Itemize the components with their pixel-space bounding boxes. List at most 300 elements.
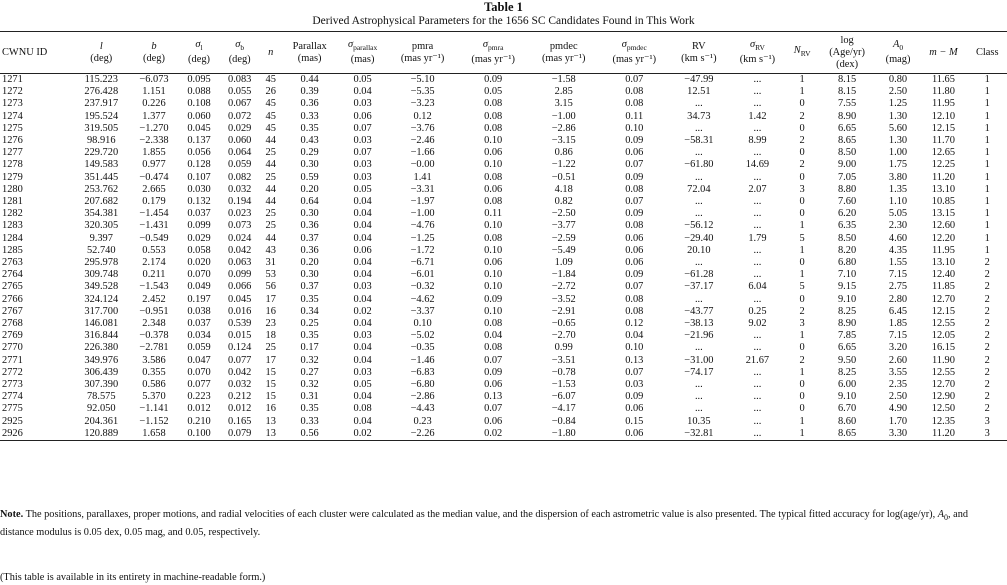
table-cell: 0.08: [484, 171, 503, 183]
table-cell: −1.84: [551, 269, 576, 281]
table-cell: 0.08: [625, 98, 644, 110]
table-cell: 0.095: [187, 74, 211, 85]
table-cell: 17: [265, 354, 276, 366]
table-cell: −0.378: [139, 330, 169, 342]
table-cell: 0.11: [625, 110, 644, 122]
column-header-unit: (mag): [885, 54, 911, 66]
table-row: [0, 172, 1007, 184]
table-cell: 0.032: [228, 379, 252, 391]
table-cell: −4.76: [410, 220, 435, 232]
table-cell: 3: [984, 415, 990, 427]
table-cell: 2: [984, 403, 990, 415]
table-cell: 2.665: [142, 183, 166, 195]
table-cell: 0.10: [413, 318, 432, 330]
table-cell: 12.70: [931, 293, 956, 305]
column-header: [787, 32, 818, 74]
table-cell: 25: [265, 147, 276, 159]
table-cell: −61.80: [684, 159, 714, 171]
table-cell: 0.066: [228, 281, 252, 293]
table-cell: 0.39: [300, 86, 319, 98]
table-cell: −1.431: [139, 220, 169, 232]
table-cell: 0: [799, 208, 805, 220]
table-cell: −0.84: [551, 415, 576, 427]
table-cell: 2.50: [888, 391, 908, 403]
column-header-subscript: RV: [755, 43, 765, 53]
table-cell: 8.25: [837, 366, 857, 378]
table-cell: 0.04: [353, 86, 372, 98]
table-cell: 3.80: [888, 171, 908, 183]
table-cell: 1.658: [129, 428, 178, 441]
table-cell: 0.226: [142, 98, 166, 110]
table-cell: 31: [265, 257, 276, 269]
table-cell: 0.05: [484, 86, 503, 98]
table-title: Table 1: [484, 0, 523, 14]
table-cell: ...: [694, 122, 703, 134]
table-cell: 0.10: [484, 244, 503, 256]
table-cell: 0.10: [625, 342, 644, 354]
table-cell: 0.10: [625, 122, 644, 134]
table-cell: 1276: [2, 135, 23, 147]
table-cell: 276.428: [84, 86, 119, 98]
table-cell: ...: [694, 196, 703, 208]
table-cell: 8.50: [837, 147, 857, 159]
table-cell: 2: [984, 269, 990, 281]
table-cell: −0.00: [410, 159, 435, 171]
column-header-label: l: [99, 40, 103, 52]
table-cell: 45: [265, 74, 276, 85]
table-cell: 0.04: [625, 330, 644, 342]
table-cell: 0.083: [228, 74, 252, 85]
table-cell: 8.99: [748, 135, 767, 147]
table-cell: 0.045: [228, 293, 252, 305]
table-cell: 0.08: [484, 318, 503, 330]
table-cell: 8.15: [837, 74, 857, 85]
table-cell: 0.86: [554, 147, 573, 159]
table-cell: ...: [753, 244, 762, 256]
table-cell: −56.12: [684, 220, 714, 232]
table-cell: 16: [265, 403, 276, 415]
table-cell: −3.76: [410, 122, 435, 134]
table-cell: 0.016: [228, 305, 252, 317]
table-cell: 4.35: [888, 244, 908, 256]
table-cell: 6.80: [837, 257, 857, 269]
table-row: [0, 355, 1007, 367]
table-cell: 2.07: [748, 183, 767, 195]
table-cell: 2764: [2, 269, 23, 281]
table-cell: 20.10: [687, 244, 711, 256]
column-header-label: m − M: [929, 46, 958, 58]
table-cell: 0.08: [625, 86, 644, 98]
table-cell: 9.15: [837, 281, 857, 293]
table-cell: 0.194: [228, 196, 252, 208]
table-cell: 1271: [2, 74, 23, 85]
table-cell: 0.23: [413, 415, 432, 427]
table-cell: 1: [984, 135, 990, 147]
note-a0-sub: 0: [944, 513, 949, 523]
table-cell: 15: [265, 366, 276, 378]
table-cell: ...: [753, 147, 762, 159]
column-header-label: Parallax: [292, 40, 327, 52]
table-cell: 0.10: [484, 159, 503, 171]
table-cell: 25: [265, 220, 276, 232]
table-cell: 0.07: [625, 366, 644, 378]
table-cell: 1277: [2, 147, 23, 159]
table-cell: 12.65: [931, 147, 956, 159]
table-cell: 0.20: [300, 257, 319, 269]
table-cell: 0.024: [228, 232, 252, 244]
table-cell: −2.338: [139, 135, 169, 147]
table-cell: 195.524: [84, 110, 119, 122]
table-cell: 0.43: [300, 135, 319, 147]
table-cell: 0.03: [353, 98, 372, 110]
table-cell: 15: [265, 379, 276, 391]
table-cell: −74.17: [684, 366, 714, 378]
table-cell: 0.07: [625, 281, 644, 293]
table-cell: ...: [753, 391, 762, 403]
table-cell: 12.55: [931, 318, 956, 330]
table-cell: −3.37: [410, 305, 435, 317]
table-cell: 12.25: [931, 159, 956, 171]
table-cell: 9.10: [837, 391, 857, 403]
table-cell: 3: [967, 428, 1007, 441]
table-cell: 2.50: [888, 86, 908, 98]
table-cell: 0.08: [353, 403, 372, 415]
column-header-subscript: parallax: [353, 43, 378, 53]
table-cell: 7.85: [837, 330, 857, 342]
table-cell: −0.51: [551, 171, 576, 183]
table-cell: 13.10: [931, 183, 956, 195]
table-cell: 1273: [2, 98, 23, 110]
table-cell: 23: [265, 318, 276, 330]
table-cell: 2: [799, 305, 805, 317]
table-row: [0, 416, 1007, 428]
table-cell: 7.05: [837, 171, 857, 183]
table-cell: 2.85: [554, 86, 573, 98]
table-cell: ...: [753, 403, 762, 415]
table-cell: −6.71: [410, 257, 435, 269]
table-cell: 0.012: [228, 403, 252, 415]
table-cell: 1281: [2, 196, 23, 208]
table-cell: −5.02: [410, 330, 435, 342]
table-cell: 13: [260, 428, 281, 441]
table-cell: 0.099: [187, 220, 211, 232]
column-header-label: N: [793, 44, 801, 56]
table-cell: 0.06: [625, 244, 644, 256]
table-cell: 1.00: [888, 147, 908, 159]
table-cell: 6.04: [748, 281, 767, 293]
table-cell: 2: [984, 366, 990, 378]
table-cell: −2.59: [551, 232, 576, 244]
table-cell: 13.10: [931, 257, 956, 269]
column-header-unit: (deg): [143, 52, 165, 64]
table-cell: 0.02: [458, 428, 529, 441]
table-cell: 8.20: [837, 244, 857, 256]
table-cell: 2767: [2, 305, 23, 317]
table-row: [0, 233, 1007, 245]
table-row: [0, 281, 1007, 293]
table-cell: 5: [799, 232, 805, 244]
table-cell: −47.99: [684, 74, 714, 85]
table-cell: 0.10: [484, 281, 503, 293]
table-cell: 3.586: [142, 354, 166, 366]
table-cell: 253.762: [84, 183, 119, 195]
table-cell: 1.10: [888, 196, 908, 208]
table-cell: 120.889: [73, 428, 129, 441]
table-cell: −1.270: [139, 122, 169, 134]
table-cell: ...: [694, 257, 703, 269]
table-cell: 0.31: [300, 391, 319, 403]
table-cell: 115.223: [84, 74, 118, 85]
table-cell: 0.08: [625, 220, 644, 232]
table-cell: 295.978: [84, 257, 119, 269]
table-cell: 0.08: [484, 232, 503, 244]
table-cell: −3.15: [551, 135, 576, 147]
table-cell: 0: [799, 342, 805, 354]
table-cell: −1.80: [528, 428, 599, 441]
table-cell: 0.04: [353, 318, 372, 330]
table-cell: 26: [265, 86, 276, 98]
table-cell: 2.75: [888, 281, 908, 293]
table-cell: 0.06: [599, 428, 670, 441]
table-cell: 1.85: [888, 318, 908, 330]
table-cell: 0: [799, 403, 805, 415]
table-cell: 1.09: [554, 257, 573, 269]
column-header-unit: (deg): [188, 54, 210, 66]
table-cell: 4.18: [554, 183, 573, 195]
table-row: [0, 257, 1007, 269]
column-header-subscript: 0: [899, 43, 904, 53]
table-cell: 6.00: [837, 379, 857, 391]
column-header-label: Class: [975, 46, 999, 58]
table-cell: 2: [984, 379, 990, 391]
table-cell: 1: [799, 244, 805, 256]
table-cell: 0.04: [353, 391, 372, 403]
table-cell: 0.27: [300, 366, 319, 378]
table-cell: −5.10: [410, 74, 435, 85]
table-cell: 1: [984, 159, 990, 171]
table-cell: 0.07: [353, 147, 372, 159]
column-header-subscript: pmra: [488, 43, 504, 53]
table-cell: 307.390: [84, 379, 119, 391]
table-cell: 7.60: [837, 196, 857, 208]
table-cell: 2: [984, 257, 990, 269]
table-cell: 1282: [2, 208, 23, 220]
table-cell: 0.34: [300, 305, 319, 317]
table-cell: 0.25: [300, 318, 319, 330]
table-cell: 12.15: [931, 122, 956, 134]
column-header: [260, 32, 281, 74]
table-row: [0, 98, 1007, 110]
table-cell: 1.377: [142, 110, 166, 122]
table-cell: 0.07: [353, 122, 372, 134]
table-cell: 1: [984, 86, 990, 98]
table-cell: 2.30: [888, 220, 908, 232]
table-cell: 9.50: [837, 354, 857, 366]
table-cell: 72.04: [687, 183, 711, 195]
table-cell: 0.09: [484, 293, 503, 305]
table-cell: ...: [753, 257, 762, 269]
table-cell: 8.65: [837, 135, 857, 147]
table-cell: 6.65: [837, 122, 857, 134]
table-cell: 21.67: [745, 354, 770, 366]
column-header-label: CWNU ID: [2, 46, 48, 58]
column-header: [919, 32, 967, 74]
table-cell: 0.212: [228, 391, 252, 403]
table-cell: ...: [753, 269, 762, 281]
table-cell: ...: [728, 428, 787, 441]
table-cell: −29.40: [684, 232, 714, 244]
table-cell: 0.05: [353, 379, 372, 391]
table-cell: ...: [753, 379, 762, 391]
table-cell: 0.070: [187, 366, 211, 378]
table-cell: 0: [799, 391, 805, 403]
table-cell: 0.06: [484, 415, 503, 427]
column-header-unit: (deg): [228, 54, 251, 66]
table-cell: 0.07: [484, 354, 503, 366]
table-cell: 0.02: [353, 305, 372, 317]
table-cell: 0: [799, 171, 805, 183]
table-cell: −0.549: [139, 232, 169, 244]
table-row: [0, 159, 1007, 171]
table-cell: 0.059: [228, 159, 252, 171]
table-cell: 0.02: [338, 428, 387, 441]
table-cell: 0.179: [142, 196, 166, 208]
table-cell: 2.60: [888, 354, 908, 366]
table-cell: 0.10: [484, 269, 503, 281]
table-cell: 0.04: [353, 415, 372, 427]
table-cell: 0.05: [353, 183, 372, 195]
table-cell: 11.90: [931, 354, 955, 366]
table-cell: 52.740: [86, 244, 116, 256]
table-cell: 8.25: [837, 305, 857, 317]
table-cell: 9.397: [89, 232, 113, 244]
column-header-label: σ: [621, 38, 627, 50]
table-cell: 0.11: [484, 208, 503, 220]
table-cell: 0.100: [179, 428, 220, 441]
table-cell: 1: [787, 428, 818, 441]
table-cell: 4.90: [888, 403, 908, 415]
table-row: [0, 74, 1007, 87]
table-cell: 1: [984, 122, 990, 134]
table-row: [0, 342, 1007, 354]
table-cell: 44: [265, 159, 276, 171]
table-cell: 0.09: [625, 269, 644, 281]
column-header-label: b: [151, 40, 157, 52]
table-cell: 12.70: [931, 379, 956, 391]
table-cell: ...: [753, 196, 762, 208]
table-cell: 3.55: [888, 366, 908, 378]
table-cell: 0.038: [187, 305, 211, 317]
table-cell: 0.037: [187, 208, 211, 220]
table-cell: 0.30: [300, 269, 319, 281]
table-cell: 0: [799, 293, 805, 305]
table-cell: 3.20: [888, 342, 908, 354]
table-row: [0, 208, 1007, 220]
table-cell: 45: [265, 110, 276, 122]
table-cell: −4.17: [551, 403, 576, 415]
table-cell: ...: [694, 98, 703, 110]
table-cell: 0.082: [228, 171, 252, 183]
table-cell: 0.36: [300, 220, 319, 232]
table-cell: 2773: [2, 379, 23, 391]
data-table: [0, 31, 1007, 441]
table-cell: 45: [265, 98, 276, 110]
table-cell: 2768: [2, 318, 23, 330]
table-cell: 0.042: [228, 244, 252, 256]
table-cell: 1: [799, 86, 805, 98]
table-row: [0, 135, 1007, 147]
table-cell: 1275: [2, 122, 23, 134]
table-cell: 17: [265, 293, 276, 305]
table-cell: 316.844: [84, 330, 119, 342]
table-cell: −2.86: [410, 391, 435, 403]
table-cell: 16.15: [931, 342, 956, 354]
table-cell: −2.86: [551, 122, 576, 134]
table-cell: 0.15: [625, 415, 644, 427]
table-cell: 2: [984, 391, 990, 403]
table-cell: 14.69: [745, 159, 770, 171]
table-cell: 0: [799, 98, 805, 110]
table-cell: 1.42: [748, 110, 767, 122]
table-cell: 0.029: [228, 122, 252, 134]
table-cell: 44: [265, 196, 276, 208]
table-cell: 0.034: [187, 330, 211, 342]
table-row: [0, 269, 1007, 281]
table-cell: −4.43: [410, 403, 435, 415]
table-cell: −4.62: [410, 293, 435, 305]
table-cell: −1.72: [410, 244, 435, 256]
column-header-label: σ: [749, 38, 756, 50]
table-cell: 10.35: [687, 415, 711, 427]
table-cell: −1.25: [410, 232, 435, 244]
column-header: [73, 32, 129, 74]
table-cell: −3.77: [551, 220, 576, 232]
table-cell: 2772: [2, 366, 23, 378]
table-cell: ...: [753, 366, 762, 378]
table-cell: 0.99: [554, 342, 573, 354]
column-header-label: A: [892, 38, 900, 50]
table-cell: 0.072: [228, 110, 252, 122]
column-header: [458, 32, 529, 74]
table-row: [0, 123, 1007, 135]
table-row: [0, 111, 1007, 123]
table-cell: 44: [265, 183, 276, 195]
table-cell: 0.35: [300, 330, 319, 342]
column-header: [0, 32, 73, 74]
table-cell: ...: [753, 74, 762, 85]
table-cell: −1.152: [139, 415, 169, 427]
table-cell: 0.29: [300, 147, 319, 159]
table-cell: 2771: [2, 354, 23, 366]
table-cell: 0.056: [187, 147, 211, 159]
table-row: [0, 306, 1007, 318]
table-cell: 349.976: [84, 354, 119, 366]
table-cell: 15: [265, 391, 276, 403]
table-cell: 2: [799, 110, 805, 122]
table-cell: −0.35: [410, 342, 435, 354]
table-cell: 0.06: [625, 147, 644, 159]
table-cell: 1280: [2, 183, 23, 195]
table-cell: −32.81: [670, 428, 729, 441]
column-header-label: σ: [482, 38, 488, 50]
table-cell: 0.539: [228, 318, 252, 330]
table-cell: −1.46: [410, 354, 435, 366]
table-cell: 0.042: [228, 366, 252, 378]
table-cell: 0.067: [228, 98, 252, 110]
table-cell: ...: [753, 208, 762, 220]
table-cell: 18: [265, 330, 276, 342]
column-header-unit: (mas): [350, 54, 375, 66]
